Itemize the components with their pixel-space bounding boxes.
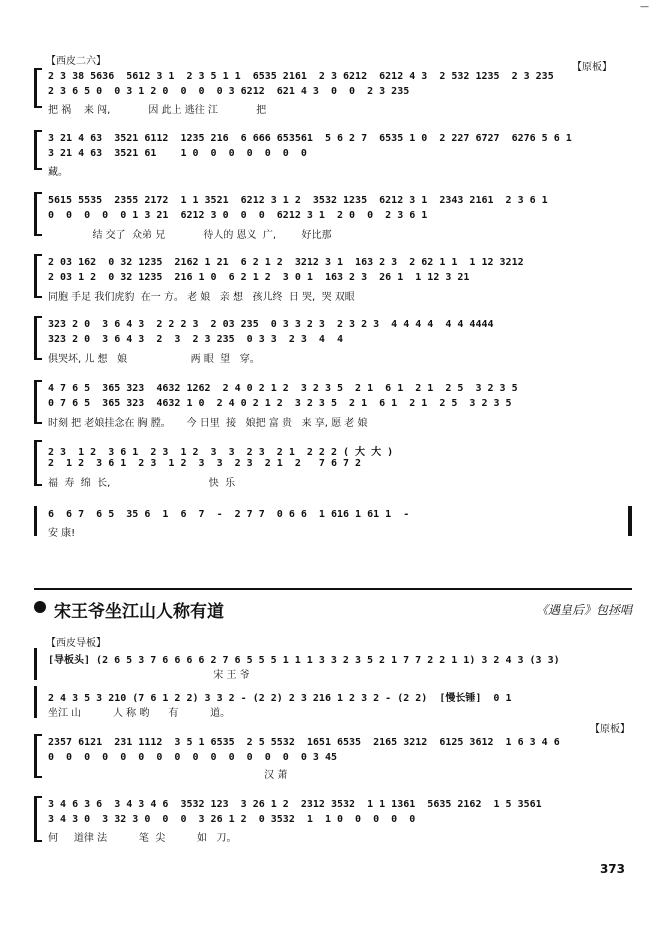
section-header (34, 597, 632, 622)
mode-label-xipi-daoban: 【西皮导板】 (46, 638, 106, 649)
upper-staff: 6 6 7 6 5 35 6 1 6 7 - 2 7 7 0 6 6 1 616 1 61 1 - (48, 509, 410, 520)
lyric-line: 何 道律 法 笔 尖 如 刀。 (48, 833, 237, 842)
corner-mark: — (640, 2, 649, 12)
mode-label-yuanban-2: 【原板】 (590, 724, 630, 735)
score-system-8 (34, 506, 632, 536)
score-system-4 (34, 254, 632, 301)
lyric-line: 坐江 山 人 称 哟 有 道。 (48, 708, 231, 717)
lower-staff: 2 1 2 3 6 1 2 3 1 2 3 3 2 3 2 1 2 7 6 7 2 (48, 458, 362, 469)
upper-staff: 2 3 1 2 3 6 1 2 3 1 2 3 3 2 3 2 1 2 2 2 ( 大 大 ) (48, 447, 394, 456)
score-system-12 (34, 796, 632, 842)
upper-staff: 5615 5535 2355 2172 1 1 3521 6212 3 1 2 3532 1235 6212 3 1 2343 2161 2 3 6 1 (48, 195, 548, 206)
section-source: 《遇皇后》包拯唱 (535, 603, 632, 617)
lyric-line: 时刻 把 老娘挂念在 胸 膛。 今 日里 接 娘把 富 贵 来 享, 愿 老 娘 (48, 418, 368, 427)
score-system-3 (34, 192, 632, 239)
score-system-6 (34, 380, 632, 427)
lower-staff: 0 7 6 5 365 323 4632 1 0 2 4 0 2 1 2 3 2 3 5 2 1 6 1 2 1 2 5 3 2 3 5 (48, 398, 512, 409)
lower-staff: 0 0 0 0 0 0 0 0 0 0 0 0 0 0 0 3 45 (48, 752, 337, 763)
score-system-2 (34, 130, 632, 176)
lyric-line: 藏。 (48, 167, 68, 176)
upper-staff: 2 4 3 5 3 210 (7 6 1 2 2) 3 3 2 - (2 2) 2 3 216 1 2 3 2 - (2 2) [慢长锤] 0 1 (48, 693, 512, 702)
lyric-line: 同胞 手足 我们虎豹 在一 方。 老 娘 亲 想 孩儿终 日 哭, 哭 双眼 (48, 292, 355, 301)
lower-staff: 3 4 3 0 3 32 3 0 0 0 3 26 1 2 0 3532 1 1 0 0 0 0 0 (48, 814, 416, 825)
lower-staff: 2 3 6 5 0 0 3 1 2 0 0 0 0 3 6212 621 4 3 0 0 2 3 235 (48, 86, 410, 97)
upper-staff: 3 4 6 3 6 3 4 3 4 6 3532 123 3 26 1 2 2312 3532 1 1 1361 5635 2162 1 5 3561 (48, 799, 542, 810)
score-system-9 (34, 648, 632, 680)
upper-staff: [导板头] (2 6 5 3 7 6 6 6 6 2 7 6 5 5 5 1 1 1 3 3 2 3 5 2 1 7 7 2 2 1 1) 3 2 4 3 (3 3) (48, 655, 560, 664)
upper-staff: 2 3 38 5636 5612 3 1 2 3 5 1 1 6535 2161 2 3 6212 6212 4 3 2 532 1235 2 3 235 (48, 71, 554, 82)
upper-staff: 323 2 0 3 6 4 3 2 2 2 3 2 03 235 0 3 3 2 3 2 3 2 3 4 4 4 4 4 4 4444 (48, 319, 494, 330)
score-system-1 (34, 68, 632, 114)
lower-staff: 2 03 1 2 0 32 1235 216 1 0 6 2 1 2 3 0 1 163 2 3 26 1 1 12 3 21 (48, 272, 470, 283)
score-system-11 (34, 734, 632, 778)
upper-staff: 3 21 4 63 3521 6112 1235 216 6 666 653561 5 6 2 7 6535 1 0 2 227 6727 6276 5 6 1 (48, 133, 572, 144)
lower-staff: 3 21 4 63 3521 61 1 0 0 0 0 0 0 0 (48, 148, 307, 159)
bullet-icon (34, 601, 46, 613)
lyric-line: 宋 王 爷 (48, 670, 250, 679)
lower-staff: 323 2 0 3 6 4 3 2 3 2 3 235 0 3 3 2 3 4 4 (48, 334, 344, 345)
final-barline (628, 506, 632, 536)
upper-staff: 2 03 162 0 32 1235 2162 1 21 6 2 1 2 3212 3 1 163 2 3 2 62 1 1 1 12 3212 (48, 257, 524, 268)
lyric-line: 结 交了 众弟 兄 待人的 恩义 广, 好比那 (48, 230, 332, 239)
score-system-7 (34, 440, 632, 486)
lyric-line: 俱哭坏, 儿 想 娘 两 眼 望 穿。 (48, 354, 260, 363)
upper-staff: 4 7 6 5 365 323 4632 1262 2 4 0 2 1 2 3 2 3 5 2 1 6 1 2 1 2 5 3 2 3 5 (48, 383, 518, 394)
mode-label-xipi-erliu: 【西皮二六】 (46, 56, 106, 67)
score-system-5 (34, 316, 632, 363)
upper-staff: 2357 6121 231 1112 3 5 1 6535 2 5 5532 1651 6535 2165 3212 6125 3612 1 6 3 4 6 (48, 737, 560, 748)
section-title: 宋王爷坐江山人称有道 (54, 602, 224, 622)
score-system-10 (34, 686, 632, 718)
page-number: 373 (599, 862, 625, 876)
mode-label-yuanban: 【原板】 (572, 62, 612, 73)
lower-staff: 0 0 0 0 0 1 3 21 6212 3 0 0 0 6212 3 1 2 0 0 2 3 6 1 (48, 210, 428, 221)
lyric-line: 安 康! (48, 528, 76, 537)
lyric-line: 福 寿 绵 长, 快 乐 (48, 478, 236, 487)
lyric-line: 汉 萧 (48, 770, 288, 779)
lyric-line: 把 祸 来 闯, 因 此上 逃往 江 把 (48, 105, 267, 114)
section-rule (34, 588, 632, 590)
